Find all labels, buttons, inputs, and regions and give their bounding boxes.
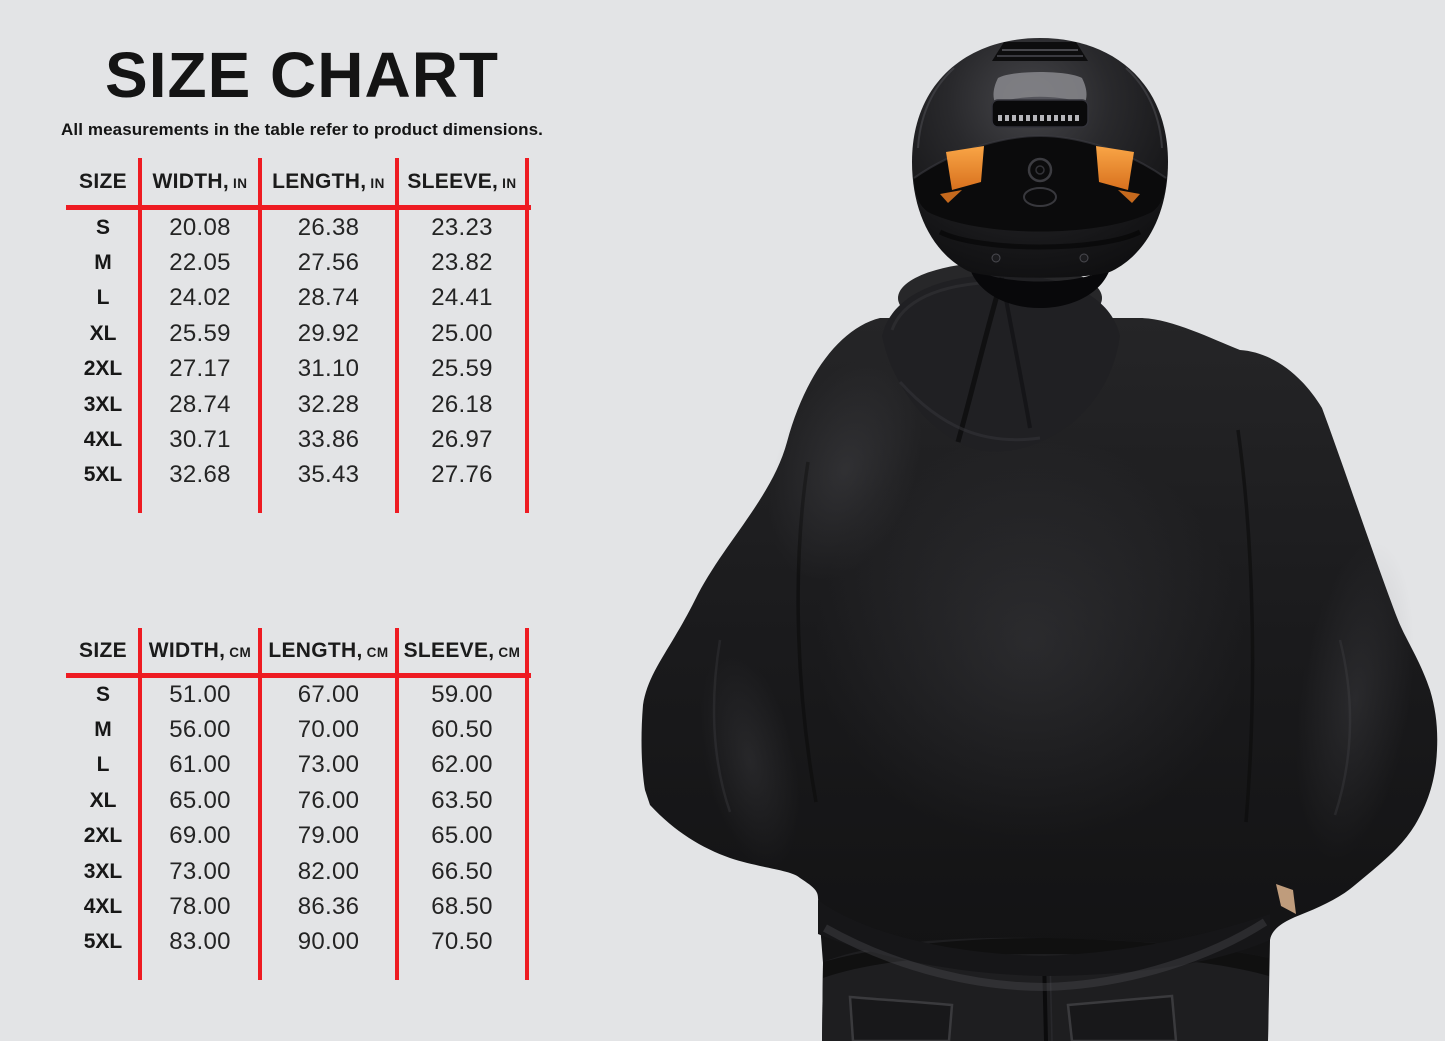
column-header-size	[66, 628, 140, 675]
size-cell: 3XL	[83, 859, 123, 883]
table-body	[66, 210, 527, 493]
table-row	[66, 748, 527, 783]
width-cell: 83.00	[169, 928, 231, 956]
table-body	[66, 677, 527, 960]
column-header-unit: CM	[229, 645, 252, 660]
length-cell: 67.00	[297, 680, 360, 708]
length-cell: 90.00	[297, 928, 360, 956]
size-cell: 4XL	[83, 428, 123, 452]
column-header-unit: CM	[366, 645, 389, 660]
column-header-width	[140, 158, 260, 207]
width-cell: 69.00	[169, 822, 231, 850]
length-cell: 86.36	[297, 893, 360, 921]
jeans-pocket	[1068, 996, 1176, 1041]
width-cell: 51.00	[169, 680, 231, 708]
width-cell: 27.17	[169, 355, 231, 383]
length-cell: 70.00	[297, 716, 360, 744]
size-cell: 2XL	[83, 824, 123, 848]
table-row	[66, 281, 527, 316]
sleeve-cell: 70.50	[431, 928, 493, 956]
size-table-inches	[66, 158, 531, 513]
table-row	[66, 677, 527, 712]
width-cell: 32.68	[169, 461, 231, 489]
column-header-length	[260, 158, 397, 207]
column-header-unit: CM	[498, 645, 521, 660]
sleeve-cell: 26.97	[431, 426, 493, 454]
column-header-label: SIZE	[79, 170, 127, 193]
table-row	[66, 316, 527, 351]
length-cell: 82.00	[297, 857, 360, 885]
sleeve-cell: 26.18	[431, 390, 493, 418]
table-row	[66, 458, 527, 493]
sleeve-cell: 27.76	[431, 461, 493, 489]
sleeve-cell: 65.00	[431, 822, 493, 850]
size-cell: L	[96, 286, 110, 310]
table-row	[66, 352, 527, 387]
sleeve-cell: 23.23	[431, 213, 493, 241]
sleeve-cell: 25.59	[431, 355, 493, 383]
length-cell: 76.00	[297, 786, 360, 814]
table-header-row	[66, 628, 527, 675]
column-header-width	[140, 628, 260, 675]
sleeve-cell: 59.00	[431, 680, 493, 708]
column-header-unit: IN	[370, 176, 385, 191]
size-cell: S	[95, 682, 110, 706]
size-cell: XL	[89, 321, 117, 345]
size-cell: L	[96, 753, 110, 777]
column-header-unit: IN	[502, 176, 517, 191]
table-row	[66, 422, 527, 457]
width-cell: 73.00	[169, 857, 231, 885]
table-row	[66, 819, 527, 854]
length-cell: 73.00	[297, 751, 360, 779]
size-cell: 4XL	[83, 895, 123, 919]
jeans-pocket	[850, 997, 952, 1041]
width-cell: 24.02	[169, 284, 231, 312]
column-header-unit: IN	[232, 176, 248, 191]
sleeve-cell: 63.50	[431, 786, 493, 814]
size-table-centimeters	[66, 628, 531, 980]
column-header-length	[260, 628, 397, 675]
sleeve-cell: 66.50	[431, 857, 493, 885]
page-subtitle: All measurements in the table refer to product dimensions.	[61, 120, 543, 139]
size-cell: M	[94, 251, 112, 275]
table-row	[66, 889, 527, 924]
length-cell: 26.38	[297, 213, 360, 241]
size-cell: XL	[89, 788, 117, 812]
column-header-label: WIDTH,	[152, 170, 229, 193]
size-cell: M	[94, 718, 112, 742]
length-cell: 31.10	[297, 355, 360, 383]
length-cell: 32.28	[297, 390, 360, 418]
size-cell: 2XL	[83, 357, 123, 381]
width-cell: 78.00	[169, 893, 231, 921]
width-cell: 20.08	[169, 213, 231, 241]
column-header-label: WIDTH,	[148, 639, 226, 662]
column-header-label: SLEEVE,	[403, 639, 495, 662]
width-cell: 56.00	[169, 716, 231, 744]
width-cell: 22.05	[169, 249, 231, 277]
width-cell: 25.59	[169, 319, 231, 347]
length-cell: 27.56	[297, 249, 360, 277]
column-header-label: SIZE	[79, 639, 127, 662]
column-header-label: LENGTH,	[268, 639, 363, 662]
width-cell: 65.00	[169, 786, 231, 814]
length-cell: 79.00	[297, 822, 360, 850]
size-cell: 5XL	[83, 930, 123, 954]
size-cell: 3XL	[83, 392, 123, 416]
table-row	[66, 387, 527, 422]
sleeve-cell: 60.50	[431, 716, 493, 744]
table-header-row	[66, 158, 527, 207]
length-cell: 28.74	[297, 284, 360, 312]
column-header-sleeve	[397, 158, 527, 207]
table-row	[66, 245, 527, 280]
model-photo	[600, 0, 1445, 1041]
column-header-size	[66, 158, 140, 207]
sleeve-cell: 68.50	[431, 893, 493, 921]
helmet-top-vent	[992, 42, 1088, 61]
length-cell: 29.92	[297, 319, 360, 347]
sleeve-cell: 25.00	[431, 319, 493, 347]
table-row	[66, 712, 527, 747]
page-header	[0, 39, 604, 140]
length-cell: 35.43	[297, 461, 360, 489]
column-header-label: SLEEVE,	[407, 170, 499, 193]
page-title: SIZE CHART	[105, 39, 499, 111]
size-cell: 5XL	[83, 463, 123, 487]
table-row	[66, 783, 527, 818]
width-cell: 30.71	[169, 426, 231, 454]
width-cell: 28.74	[169, 390, 231, 418]
size-cell: S	[95, 215, 110, 239]
sleeve-cell: 24.41	[431, 284, 493, 312]
table-row	[66, 925, 527, 960]
sleeve-cell: 62.00	[431, 751, 493, 779]
width-cell: 61.00	[169, 751, 231, 779]
table-row	[66, 210, 527, 245]
sleeve-cell: 23.82	[431, 249, 493, 277]
column-header-label: LENGTH,	[272, 170, 367, 193]
column-header-sleeve	[397, 628, 527, 675]
table-row	[66, 854, 527, 889]
length-cell: 33.86	[297, 426, 360, 454]
